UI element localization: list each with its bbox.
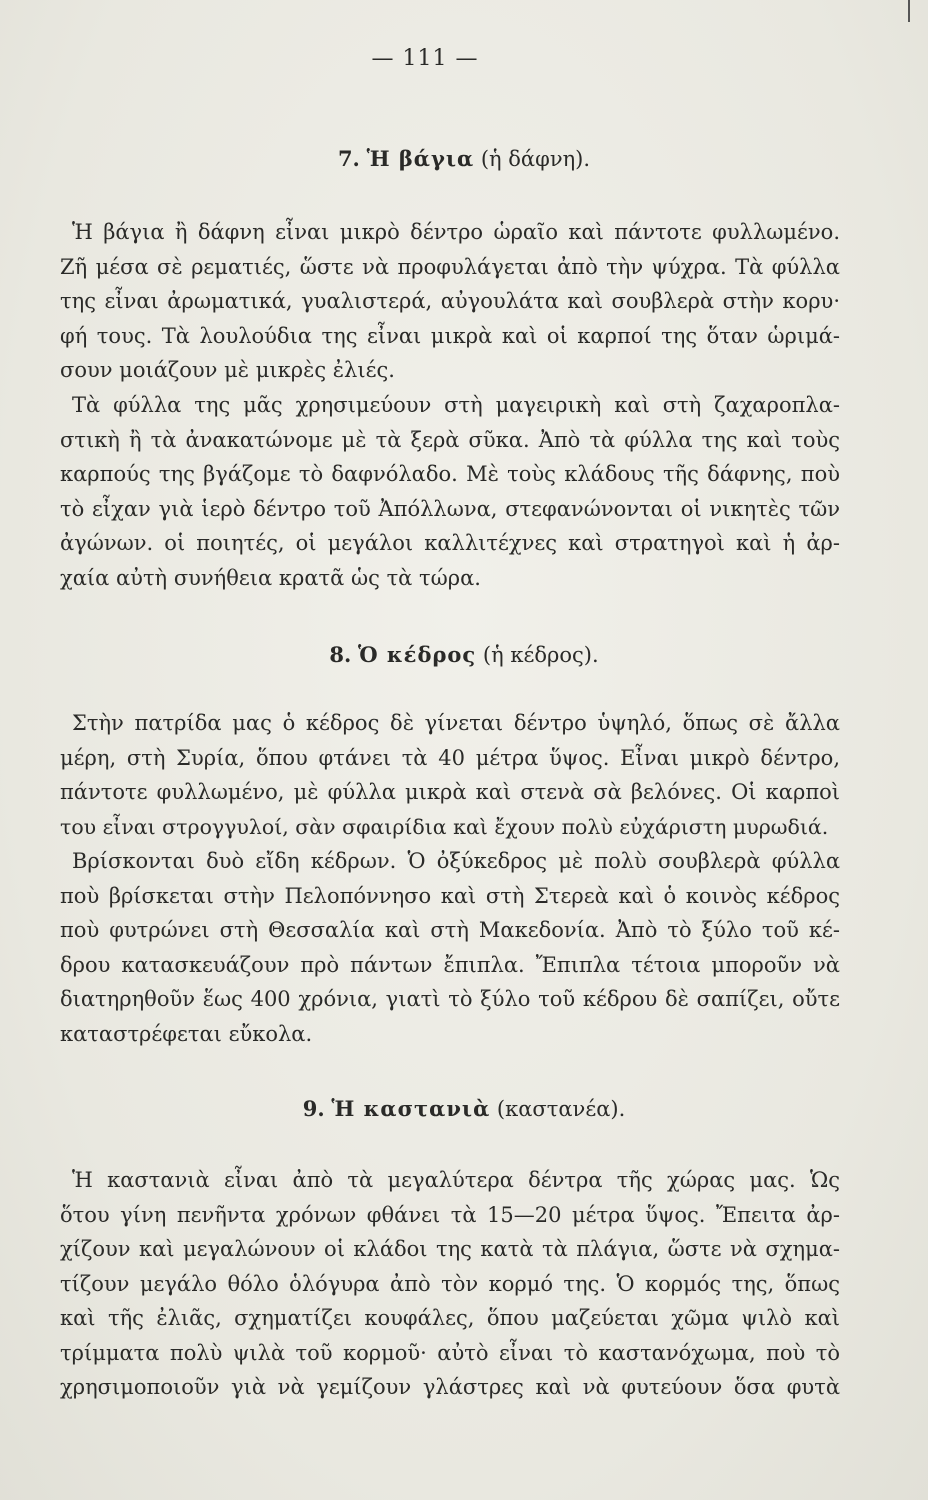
text-line: χίζουν καὶ μεγαλώνουν οἱ κλάδοι της κατὰ τὰ πλάγια, ὥστε νὰ σχημα- (60, 1237, 840, 1261)
paragraph (60, 1163, 840, 1405)
section-heading-7 (0, 146, 928, 171)
text-line: της εἶναι ἀρωματικά, γυαλιστερά, αὐγουλάτα καὶ σουβλερὰ στὴν κορυ· (60, 289, 840, 313)
section-number: 8. (329, 642, 352, 667)
section-heading-9 (0, 1096, 928, 1121)
text-line: χαία αὐτὴ συνήθεια κρατᾶ ὡς τὰ τώρα. (60, 565, 481, 590)
text-line: δρου κατασκευάζουν πρὸ πάντων ἔπιπλα. Ἔπιπλα τέτοια μποροῦν νὰ (60, 952, 840, 977)
text-line: ὅτου γίνη πενῆντα χρόνων φθάνει τὰ 15—20 μέτρα ὕψος. Ἔπειτα ἀρ- (60, 1202, 840, 1227)
section-title: Ἡ βάγια (366, 146, 475, 171)
text-line: καρπούς της βγάζομε τὸ δαφνόλαδο. Μὲ τοὺς κλάδους τῆς δάφνης, ποὺ (60, 462, 840, 486)
text-line: σουν μοιάζουν μὲ μικρὲς ἐλιές. (60, 358, 395, 382)
text-line: Ἡ βάγια ἢ δάφνη εἶναι μικρὸ δέντρο ὡραῖο καὶ πάντοτε φυλλωμένο. (72, 220, 840, 244)
paragraph (60, 706, 840, 844)
text-line: Βρίσκονται δυὸ εἴδη κέδρων. Ὁ ὀξύκεδρος μὲ πολὺ σουβλερὰ φύλλα (72, 849, 840, 873)
text-line: ποὺ βρίσκεται στὴν Πελοπόννησο καὶ στὴ Στερεὰ καὶ ὁ κοινὸς κέδρος (60, 883, 840, 908)
text-line: Τὰ φύλλα της μᾶς χρησιμεύουν στὴ μαγειρικὴ καὶ στὴ ζαχαροπλα- (72, 393, 840, 417)
text-line: χρησιμοποιοῦν γιὰ νὰ γεμίζουν γλάστρες καὶ νὰ φυτεύουν ὅσα φυτὰ (60, 1375, 840, 1399)
section-number: 9. (302, 1096, 325, 1121)
section-alt-name: (ἡ κέδρος). (482, 643, 599, 667)
section-title: Ἡ καστανιὰ (331, 1096, 491, 1121)
text-line: καὶ τῆς ἐλιᾶς, σχηματίζει κουφάλες, ὅπου μαζεύεται χῶμα ψιλὸ καὶ (60, 1306, 840, 1330)
edge-mark (908, 0, 910, 22)
text-line: Στὴν πατρίδα μας ὁ κέδρος δὲ γίνεται δέντρο ὑψηλό, ὅπως σὲ ἄλλα (72, 711, 840, 735)
section-alt-name: (καστανέα). (496, 1097, 626, 1121)
text-line: μέρη, στὴ Συρία, ὅπου φτάνει τὰ 40 μέτρα ὕψος. Εἶναι μικρὸ δέντρο, (60, 745, 840, 770)
paragraph (60, 215, 840, 388)
text-line: φή τους. Τὰ λουλούδια της εἶναι μικρὰ καὶ οἱ καρποί της ὅταν ὡριμά- (60, 323, 840, 348)
page-number: — 111 — (371, 46, 479, 71)
text-line: πάντοτε φυλλωμένο, μὲ φύλλα μικρὰ καὶ στενὰ σὰ βελόνες. Οἱ καρποὶ (60, 780, 840, 804)
text-line: στικὴ ἢ τὰ ἀνακατώνομε μὲ τὰ ξερὰ σῦκα. Ἀπὸ τὰ φύλλα της καὶ τοὺς (60, 427, 840, 452)
text-line: τίζουν μεγάλο θόλο ὁλόγυρα ἀπὸ τὸν κορμό της. Ὁ κορμός της, ὅπως (60, 1271, 840, 1296)
text-line: Ζῆ μέσα σὲ ρεματιές, ὥστε νὰ προφυλάγεται ἀπὸ τὴν ψύχρα. Τὰ φύλλα (60, 254, 840, 279)
section-title: Ὁ κέδρος (358, 642, 477, 667)
paragraph (60, 388, 840, 595)
paragraph (60, 844, 840, 1051)
text-line: διατηρηθοῦν ἕως 400 χρόνια, γιατὶ τὸ ξύλο τοῦ κέδρου δὲ σαπίζει, οὔτε (60, 987, 840, 1011)
text-line: καταστρέφεται εὔκολα. (60, 1021, 313, 1046)
text-line: ἀγώνων. οἱ ποιητές, οἱ μεγάλοι καλλιτέχνες καὶ στρατηγοὶ καὶ ἡ ἀρ- (60, 531, 840, 555)
text-line: τρίμματα πολὺ ψιλὰ τοῦ κορμοῦ· αὐτὸ εἶναι τὸ καστανόχωμα, ποὺ τὸ (60, 1340, 840, 1365)
section-alt-name: (ἡ δάφνη). (480, 147, 591, 171)
section-number: 7. (337, 146, 360, 171)
section-heading-8 (0, 642, 928, 667)
text-line: ποὺ φυτρώνει στὴ Θεσσαλία καὶ στὴ Μακεδονία. Ἀπὸ τὸ ξύλο τοῦ κέ- (60, 918, 840, 942)
text-line: του εἶναι στρογγυλοί, σὰν σφαιρίδια καὶ ἔχουν πολὺ εὐχάριστη μυρωδιά. (60, 814, 829, 839)
text-line: Ἡ καστανιὰ εἶναι ἀπὸ τὰ μεγαλύτερα δέντρα τῆς χώρας μας. Ὡς (72, 1168, 840, 1192)
text-line: τὸ εἶχαν γιὰ ἱερὸ δέντρο τοῦ Ἀπόλλωνα, στεφανώνονται οἱ νικητὲς τῶν (60, 496, 840, 521)
